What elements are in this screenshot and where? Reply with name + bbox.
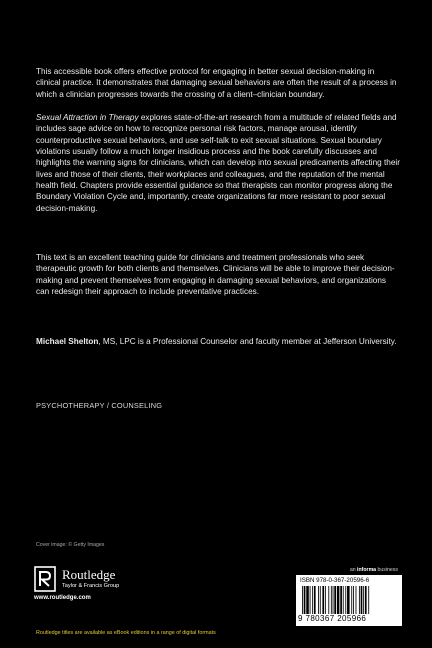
routledge-logo	[34, 566, 164, 600]
informa-suffix: business	[376, 567, 398, 573]
informa-prefix: an	[349, 567, 358, 573]
informa-name: informa	[357, 567, 377, 573]
cover-image-credit: Cover image: © Getty Images	[36, 542, 105, 548]
book-title-italic: Sexual Attraction in Therapy	[36, 113, 139, 122]
publisher-group: Taylor & Francis Group	[62, 583, 120, 589]
blurb-text-2: explores state-of-the-art research from a multitude of related fields and includes sage advice on how to recognize personal risk factors, manage arousal, identify counterproductive sexual behaviors, and use self-talk to exit sexual situations. Sexual boundary violations usually follow a much longer insidious process and the book carefully discusses and highlights the warning signs for clinicians, which can develop into sexual predicaments affecting their lives and those of their clients, their workplaces and colleagues, and the reputation of the mental health field. Chapters provide essential guidance so that therapists can monitor progress along the Boundary Violation Cycle and, importantly, create organizations far more resistant to poor sexual decision-making.	[36, 113, 400, 213]
blurb-paragraph-1	[36, 66, 400, 108]
isbn-label: ISBN 978-0-367-20596-6	[300, 577, 370, 584]
blurb-paragraph-3	[36, 252, 400, 305]
author-name: Michael Shelton	[36, 337, 99, 346]
isbn-barcode	[296, 575, 402, 626]
blurb-text-3: This text is an excellent teaching guide for clinicians and treatment professionals who seek therapeutic growth for both clients and themselves. Clinicians will be able to improve their decision-making and prevent themselves from engaging in damaging sexual behaviors, and organizations can redesign their approach to include preventative practices.	[36, 253, 395, 296]
publisher-url: www.routledge.com	[34, 595, 91, 601]
author-bio	[36, 336, 400, 347]
publisher-name: Routledge	[62, 567, 116, 582]
ebook-availability-note: Routledge titles are available as eBook editions in a range of digital formats	[36, 630, 216, 636]
barcode-icon	[302, 586, 396, 614]
author-credentials: , MS, LPC is a Professional Counselor and faculty member at Jefferson University.	[98, 337, 397, 346]
routledge-r-icon	[34, 566, 56, 592]
informa-tagline	[350, 567, 398, 573]
blurb-paragraph-2	[36, 112, 400, 222]
subject-category: PSYCHOTHERAPY / COUNSELING	[36, 401, 163, 410]
blurb-text-1: This accessible book offers effective protocol for engaging in better sexual decision-making in clinical practice. It demonstrates that damaging sexual behaviors are often the result of a process in which a clinician progresses towards the crossing of a client–clinician boundary.	[36, 67, 397, 99]
isbn-digits: 9 780367 205966	[298, 614, 367, 623]
